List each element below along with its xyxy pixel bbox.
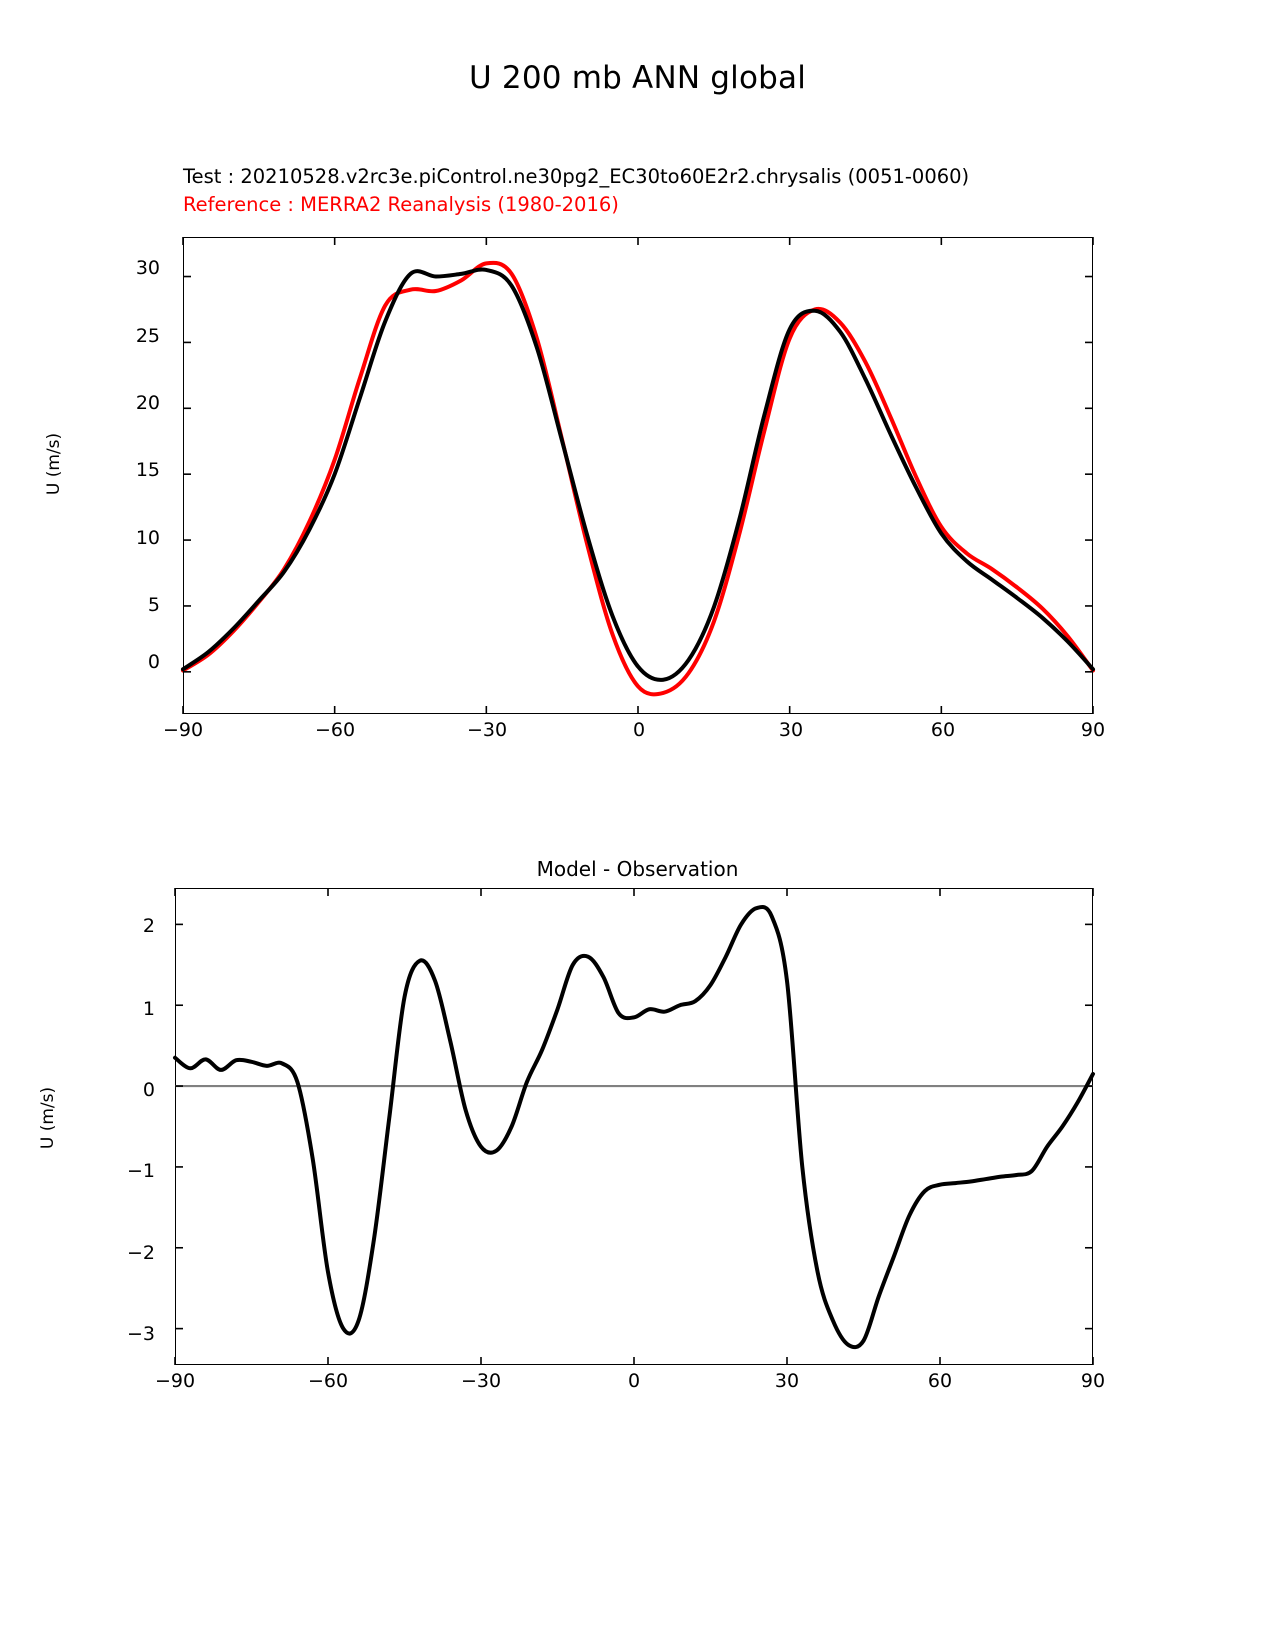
top-xtick-60: 60 [930, 719, 956, 741]
bottom-xtick--30: −30 [460, 1370, 502, 1392]
bottom-xtick-60: 60 [927, 1370, 953, 1392]
top-ytick-0: 0 [147, 651, 160, 673]
top-y-axis-label: U (m/s) [44, 432, 64, 496]
bottom-axis-ticks [175, 888, 1093, 1365]
bottom-ytick-0: 0 [142, 1079, 155, 1101]
bottom-plot-lines [175, 888, 1093, 1365]
top-xtick--60: −60 [314, 719, 356, 741]
bottom-y-axis-label: U (m/s) [38, 1086, 58, 1150]
difference-line [175, 907, 1093, 1347]
top-xtick-30: 30 [778, 719, 804, 741]
top-xtick--90: −90 [162, 719, 204, 741]
bottom-xtick--90: −90 [154, 1370, 196, 1392]
top-xtick-0: 0 [632, 719, 646, 741]
bottom-plot-panel [175, 888, 1093, 1365]
top-ytick-25: 25 [135, 325, 160, 347]
bottom-xtick-90: 90 [1080, 1370, 1106, 1392]
top-axis-ticks [183, 237, 1093, 714]
top-xtick-90: 90 [1080, 719, 1106, 741]
caption-block [183, 163, 1133, 219]
caption-reference-line: Reference : MERRA2 Reanalysis (1980-2016) [183, 193, 619, 216]
bottom-panel-title: Model - Observation [536, 857, 739, 881]
top-xtick--30: −30 [466, 719, 508, 741]
top-ytick-5: 5 [147, 594, 160, 616]
bottom-ytick--1: −1 [126, 1160, 155, 1182]
bottom-xtick--60: −60 [307, 1370, 349, 1392]
bottom-ytick--2: −2 [126, 1242, 155, 1264]
top-ytick-20: 20 [135, 392, 160, 414]
top-ytick-10: 10 [135, 527, 160, 549]
top-plot-lines [183, 237, 1093, 714]
bottom-ytick-2: 2 [142, 915, 155, 937]
caption-test-line: Test : 20210528.v2rc3e.piControl.ne30pg2_EC30to60E2r2.chrysalis (0051-0060) [183, 165, 970, 188]
reference-line-merra2 [183, 263, 1093, 695]
top-plot-panel [183, 237, 1093, 714]
bottom-xtick-30: 30 [774, 1370, 800, 1392]
bottom-ytick--3: −3 [126, 1323, 155, 1345]
page-title: U 200 mb ANN global [468, 60, 807, 96]
bottom-xtick-0: 0 [627, 1370, 641, 1392]
test-line-model [183, 269, 1093, 679]
top-ytick-15: 15 [135, 459, 160, 481]
bottom-ytick-1: 1 [142, 998, 155, 1020]
top-ytick-30: 30 [135, 257, 160, 279]
